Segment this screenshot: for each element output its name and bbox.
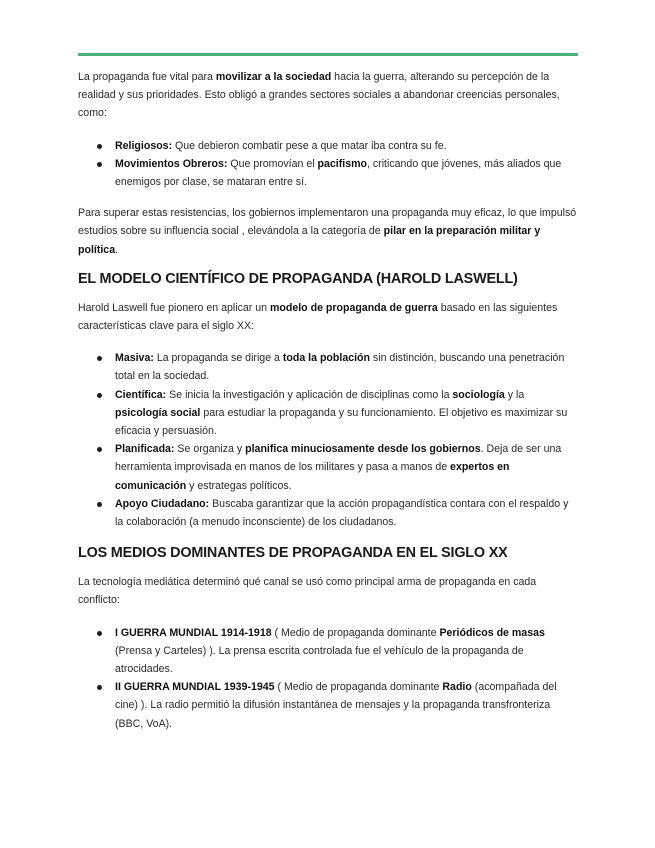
item-label: Científica:	[115, 388, 167, 401]
list-item	[78, 678, 578, 733]
laswell-intro	[78, 299, 578, 335]
list-item	[78, 137, 578, 155]
intro-text: La propaganda fue vital para	[78, 71, 216, 83]
item-emphasis: Radio	[442, 681, 472, 694]
list-item	[78, 440, 578, 495]
item-emphasis: expertos en comunicación	[115, 461, 510, 492]
bullet-icon	[97, 631, 102, 636]
item-label: Planificada:	[115, 443, 175, 456]
item-text: , criticando que jóvenes, más aliados que enemigos por clase, se mataran entre sí.	[115, 157, 562, 189]
item-text: Se inicia la investigación y aplicación de disciplinas como la	[166, 388, 453, 401]
paragraph-text: .	[115, 243, 119, 256]
media-intro: La tecnología mediática determinó qué canal se usó como principal arma de propaganda en cada conflicto:	[78, 576, 537, 607]
section-heading-media: LOS MEDIOS DOMINANTES DE PROPAGANDA EN EL SIGLO XX	[78, 545, 508, 562]
item-text: y la	[504, 388, 525, 401]
item-text: sin distinción, buscando una penetración total en la sociedad.	[115, 352, 565, 383]
item-emphasis: pacifismo	[317, 157, 367, 170]
item-text: y estrategas políticos.	[186, 479, 292, 492]
list-item	[78, 155, 578, 191]
item-label: Religiosos:	[115, 139, 173, 152]
item-emphasis: toda la población	[282, 352, 370, 365]
list-item	[78, 386, 578, 441]
item-label: Apoyo Ciudadano:	[115, 497, 210, 510]
intro-emphasis: movilizar a la sociedad	[215, 71, 332, 83]
intro-text: hacia la guerra, alterando su percepción de la realidad y sus prioridades. Esto obligó a grandes sectores sociales a abandonar creencias personales, como:	[78, 71, 560, 120]
resistance-paragraph	[78, 204, 578, 259]
item-emphasis: planifica minuciosamente desde los gobiernos	[245, 443, 481, 456]
media-list	[78, 624, 578, 733]
bullet-icon	[97, 356, 102, 361]
item-text: ( Medio de propaganda dominante	[274, 681, 443, 694]
bullet-icon	[97, 393, 102, 398]
item-emphasis: sociología	[452, 388, 505, 401]
item-text: ( Medio de propaganda dominante	[271, 626, 440, 639]
header-divider	[78, 53, 578, 56]
paragraph-emphasis: modelo de propaganda de guerra	[269, 301, 438, 314]
document-body	[78, 68, 578, 733]
model-characteristics-list	[78, 349, 578, 531]
bullet-icon	[97, 447, 102, 452]
item-text: Que debieron combatir pese a que matar iba contra su fe.	[172, 139, 447, 152]
item-label: Masiva:	[115, 352, 154, 365]
item-text: (acompañada del cine) ). La radio permitió la difusión instantánea de mensajes y la propaganda transfronteriza (BBC, VoA).	[115, 681, 557, 730]
item-label: II GUERRA MUNDIAL 1939-1945	[115, 681, 275, 694]
item-emphasis: psicología social	[115, 406, 201, 419]
bullet-icon	[97, 685, 102, 690]
item-label: Movimientos Obreros:	[115, 157, 228, 170]
item-text: Se organiza y	[174, 443, 246, 456]
paragraph-text: Harold Laswell fue pionero en aplicar un	[78, 301, 270, 314]
list-item	[78, 349, 578, 385]
item-emphasis: Periódicos de masas	[439, 626, 545, 639]
paragraph-text: Para superar estas resistencias, los gobiernos implementaron una propaganda muy eficaz, lo que impulsó estudios sobre su influencia social , elevándola a la categoría de	[78, 207, 577, 238]
list-item	[78, 624, 578, 679]
item-text: . Deja de ser una herramienta improvisada en manos de los militares y pasa a manos de	[115, 443, 562, 474]
item-text: para estudiar la propaganda y su funcionamiento. El objetivo es maximizar su eficacia y persuasión.	[115, 406, 568, 438]
bullet-icon	[97, 144, 102, 149]
section-heading-laswell: EL MODELO CIENTÍFICO DE PROPAGANDA (HAROLD LASWELL)	[78, 270, 518, 287]
item-text: Buscaba garantizar que la acción propagandística contara con el respaldo y la colaboración (a menudo inconsciente) de los ciudadanos.	[115, 497, 569, 529]
item-label: I GUERRA MUNDIAL 1914-1918	[115, 626, 272, 639]
bullet-icon	[97, 162, 102, 167]
item-text: (Prensa y Carteles) ). La prensa escrita controlada fue el vehículo de la propaganda de atrocidades.	[115, 644, 524, 676]
intro-paragraph	[78, 68, 578, 123]
beliefs-list	[78, 137, 578, 192]
item-text: Que promovían el	[227, 157, 318, 170]
paragraph-emphasis: pilar en la preparación militar y política	[78, 225, 541, 256]
bullet-icon	[97, 502, 102, 507]
item-text: La propaganda se dirige a	[153, 352, 283, 365]
paragraph-text: basado en las siguientes características clave para el siglo XX:	[78, 301, 558, 333]
list-item	[78, 495, 578, 531]
